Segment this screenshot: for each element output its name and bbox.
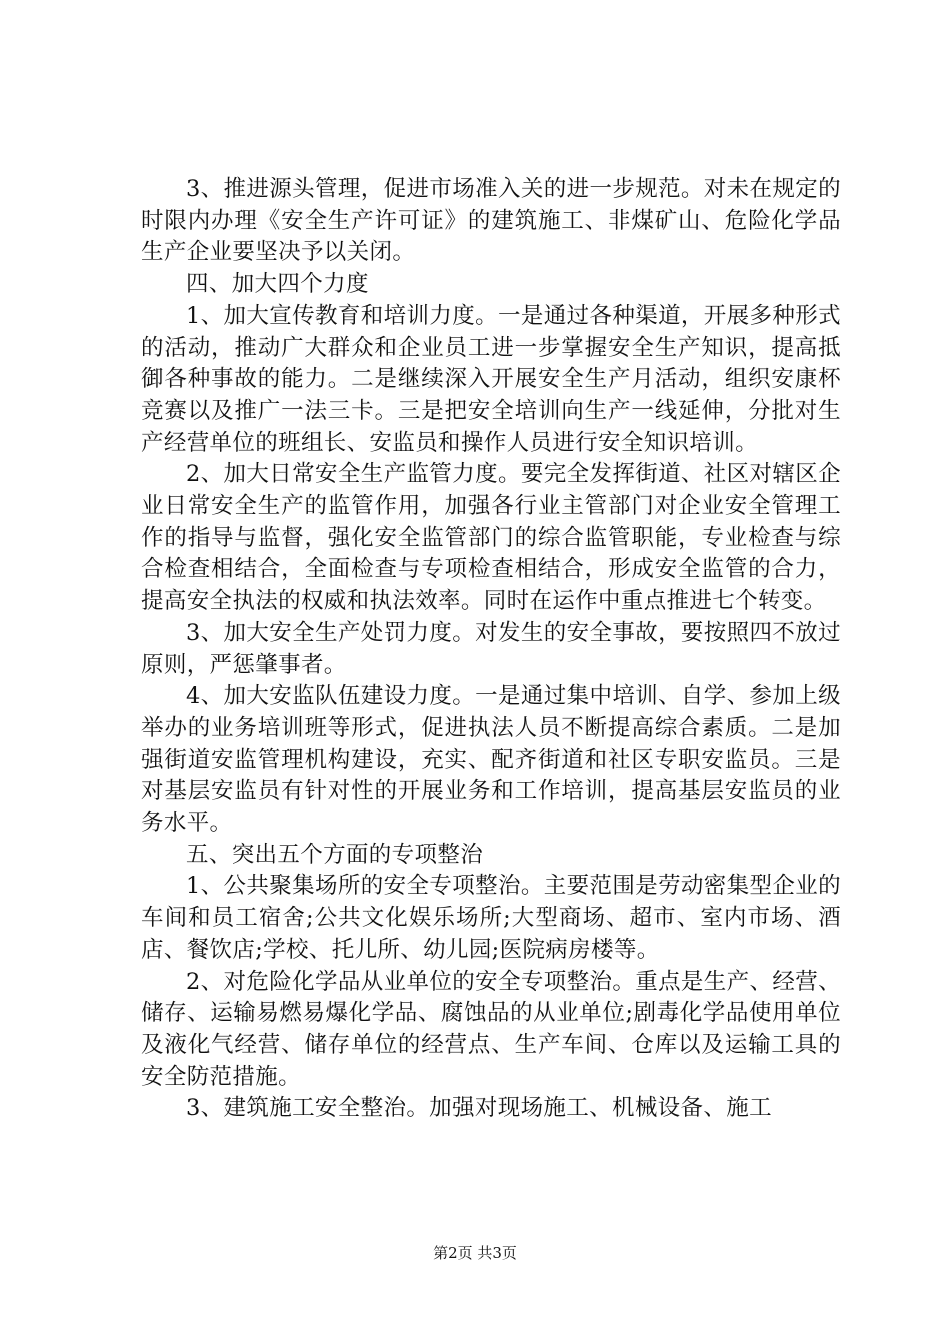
paragraph: 4、加大安监队伍建设力度。一是通过集中培训、自学、参加上级举办的业务培训班等形式，促进执法人员不断提高综合素质。二是加强街道安监管理机构建设，充实、配齐街道和社区专职安监员。三是对基层安监员有针对性的开展业务和工作培训，提高基层安监员的业务水平。	[141, 683, 841, 837]
paragraph: 2、加大日常安全生产监管力度。要完全发挥街道、社区对辖区企业日常安全生产的监管作用，加强各行业主管部门对企业安全管理工作的指导与监督，强化安全监管部门的综合监管职能，专业检查与综合检查相结合，全面检查与专项检查相结合，形成安全监管的合力，提高安全执法的权威和执法效率。同时在运作中重点推进七个转变。	[141, 461, 841, 615]
section-heading: 五、突出五个方面的专项整治	[186, 841, 484, 868]
paragraph: 1、公共聚集场所的安全专项整治。主要范围是劳动密集型企业的车间和员工宿舍;公共文化娱乐场所;大型商场、超市、室内市场、酒店、餐饮店;学校、托儿所、幼儿园;医院病房楼等。	[141, 873, 841, 963]
paragraph: 1、加大宣传教育和培训力度。一是通过各种渠道，开展多种形式的活动，推动广大群众和企业员工进一步掌握安全生产知识，提高抵御各种事故的能力。二是继续深入开展安全生产月活动，组织安康杯竞赛以及推广一法三卡。三是把安全培训向生产一线延伸，分批对生产经营单位的班组长、安监员和操作人员进行安全知识培训。	[141, 302, 841, 456]
page-number-footer: 第2页 共3页	[433, 1244, 517, 1262]
paragraph: 3、加大安全生产处罚力度。对发生的安全事故，要按照四不放过原则，严惩肇事者。	[141, 619, 841, 678]
section-heading: 四、加大四个力度	[186, 271, 369, 298]
paragraph: 3、推进源头管理，促进市场准入关的进一步规范。对未在规定的时限内办理《安全生产许可证》的建筑施工、非煤矿山、危险化学品生产企业要坚决予以关闭。	[141, 176, 841, 266]
paragraph: 3、建筑施工安全整治。加强对现场施工、机械设备、施工	[186, 1095, 772, 1122]
paragraph: 2、对危险化学品从业单位的安全专项整治。重点是生产、经营、储存、运输易燃易爆化学品、腐蚀品的从业单位;剧毒化学品使用单位及液化气经营、储存单位的经营点、生产车间、仓库以及运输工具的安全防范措施。	[141, 968, 841, 1090]
document-body	[141, 174, 841, 1125]
